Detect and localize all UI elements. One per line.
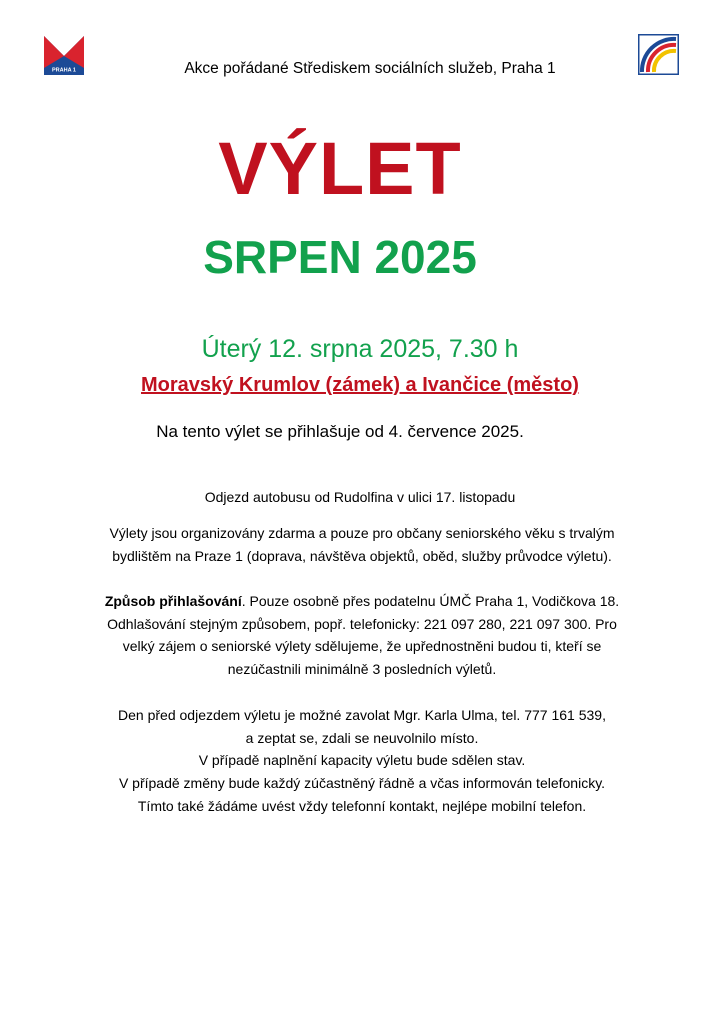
method-label: Způsob přihlašování bbox=[104, 593, 242, 609]
method-line: Odhlašování stejným způsobem, popř. telefonicky: 221 097 280, 221 097 300. Pro bbox=[107, 615, 617, 632]
registration-start: Na tento výlet se přihlašuje od 4. července 2025. bbox=[156, 422, 524, 441]
bus-departure: Odjezd autobusu od Rudolfina v ulici 17. listopadu bbox=[204, 489, 516, 505]
contact-line: V případě naplnění kapacity výletu bude sdělen stav. bbox=[198, 752, 526, 769]
contact-paragraph bbox=[80, 704, 644, 818]
praha1-logo-icon bbox=[44, 36, 84, 75]
rainbow-arc-logo-icon bbox=[638, 34, 679, 75]
info-line: bydlištěm na Praze 1 (doprava, návštěva objektů, oběd, služby průvodce výletu). bbox=[112, 547, 612, 564]
method-line-rest: . Pouze osobně přes podatelnu ÚMČ Praha 1, Vodičkova 18. bbox=[241, 593, 620, 609]
registration-method-paragraph bbox=[80, 590, 644, 681]
method-line bbox=[80, 590, 644, 613]
method-line: velký zájem o seniorské výlety sdělujeme, že upřednostněni budou ti, kteří se bbox=[122, 638, 602, 655]
contact-line: V případě změny bude každý zúčastněný řádně a včas informován telefonicky. bbox=[118, 775, 606, 792]
trip-destination: Moravský Krumlov (zámek) a Ivančice (město) bbox=[141, 374, 579, 396]
contact-line: a zeptat se, zdali se neuvolnilo místo. bbox=[245, 729, 479, 746]
praha1-logo-text: PRAHA 1 bbox=[52, 67, 76, 74]
month-subtitle: SRPEN 2025 bbox=[203, 231, 477, 283]
info-line: Výlety jsou organizovány zdarma a pouze pro občany seniorského věku s trvalým bbox=[109, 525, 615, 541]
page-title: VÝLET bbox=[218, 127, 462, 210]
info-paragraph bbox=[80, 522, 644, 567]
organizer-header: Akce pořádané Střediskem sociálních služeb, Praha 1 bbox=[184, 60, 556, 77]
contact-line: Tímto také žádáme uvést vždy telefonní kontakt, nejlépe mobilní telefon. bbox=[137, 797, 587, 814]
trip-date: Úterý 12. srpna 2025, 7.30 h bbox=[201, 335, 519, 363]
contact-line: Den před odjezdem výletu je možné zavolat Mgr. Karla Ulma, tel. 777 161 539, bbox=[118, 707, 606, 723]
method-line: nezúčastnili minimálně 3 posledních výletů. bbox=[227, 661, 497, 678]
